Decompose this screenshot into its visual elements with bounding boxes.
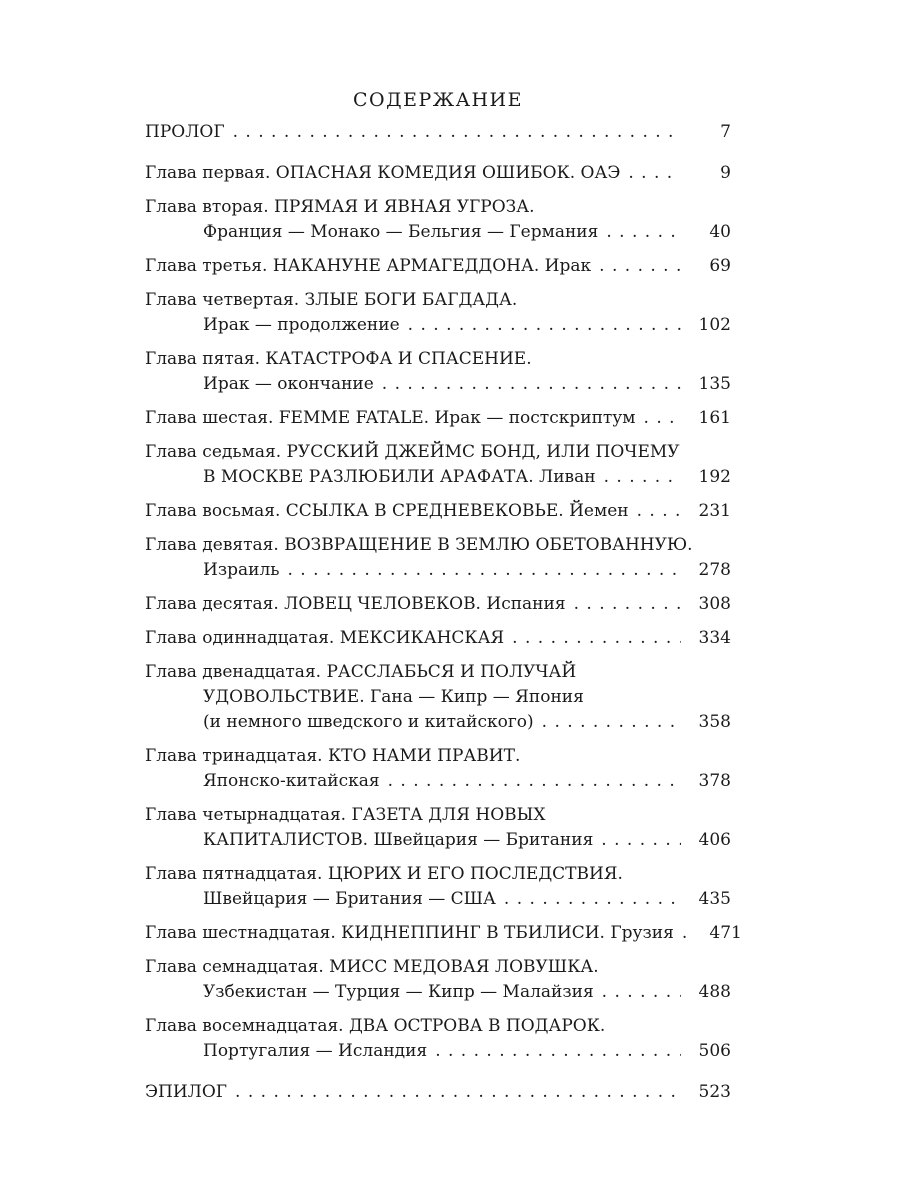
toc-entry [145, 347, 731, 397]
toc-entry [145, 499, 731, 524]
toc-entry-line [145, 195, 731, 220]
toc-entry-subtitle: В МОСКВЕ РАЗЛЮБИЛИ АРАФАТА. Ливан [203, 467, 596, 487]
toc-entry [145, 862, 731, 912]
toc-entry-subtitle: Франция — Монако — Бельгия — Германия [203, 222, 599, 242]
toc-page-number: 471 [709, 923, 742, 943]
toc-page-number: 7 [720, 122, 731, 142]
dot-leader [388, 769, 681, 794]
toc-entry-subtitle: Швейцария — Британия — США [203, 889, 496, 909]
toc-entry-line [145, 685, 731, 710]
dot-leader [235, 1080, 681, 1105]
toc-entry-line [145, 980, 731, 1005]
dot-leader [435, 1039, 681, 1064]
dot-leader [606, 220, 681, 245]
toc-entry-subtitle: КАПИТАЛИСТОВ. Швейцария — Британия [203, 830, 594, 850]
toc-page-number: 358 [698, 712, 731, 732]
toc-entry-line [145, 862, 731, 887]
toc-entry [145, 744, 731, 794]
toc-entry [145, 921, 742, 946]
dot-leader [602, 980, 681, 1005]
toc-entry-title: Глава третья. НАКАНУНЕ АРМАГЕДДОНА. Ирак [145, 256, 592, 276]
toc-entry [145, 195, 731, 245]
toc-page-number: 278 [698, 560, 731, 580]
table-of-contents [145, 120, 742, 1105]
toc-entry [145, 660, 731, 735]
toc-entry-subtitle: Португалия — Исландия [203, 1041, 428, 1061]
toc-page-number: 40 [709, 222, 731, 242]
toc-entry-title: Глава двенадцатая. РАССЛАБЬСЯ И ПОЛУЧАЙ [145, 662, 577, 682]
toc-entry [145, 1014, 731, 1064]
toc-entry-line [145, 558, 731, 583]
toc-entry-title: Глава четвертая. ЗЛЫЕ БОГИ БАГДАДА. [145, 290, 518, 310]
toc-entry [145, 440, 731, 490]
toc-page-number: 406 [698, 830, 731, 850]
dot-leader [574, 592, 681, 617]
toc-entry-line [145, 347, 731, 372]
toc-entry [145, 1080, 731, 1105]
toc-entry-subtitle: УДОВОЛЬСТВИЕ. Гана — Кипр — Япония [203, 687, 584, 707]
toc-entry [145, 161, 731, 186]
toc-entry [145, 626, 731, 651]
toc-entry-title: Глава восемнадцатая. ДВА ОСТРОВА В ПОДАРОК. [145, 1016, 606, 1036]
toc-entry-subtitle: Израиль [203, 560, 280, 580]
toc-entry-line [145, 313, 731, 338]
toc-entry-title: Глава шестнадцатая. КИДНЕППИНГ В ТБИЛИСИ. Грузия [145, 923, 674, 943]
toc-entry [145, 592, 731, 617]
dot-leader [408, 313, 681, 338]
toc-entry-line [145, 465, 731, 490]
toc-entry-line [145, 372, 731, 397]
dot-leader [233, 120, 681, 145]
toc-entry-title: ЭПИЛОГ [145, 1082, 228, 1102]
toc-page-number: 523 [698, 1082, 731, 1102]
toc-entry-title: Глава одиннадцатая. МЕКСИКАНСКАЯ [145, 628, 505, 648]
toc-page-number: 231 [698, 501, 731, 521]
toc-entry-subtitle: Ирак — продолжение [203, 315, 400, 335]
toc-entry-title: Глава первая. ОПАСНАЯ КОМЕДИЯ ОШИБОК. ОАЭ [145, 163, 621, 183]
toc-page-number: 135 [698, 374, 731, 394]
toc-entry-title: Глава вторая. ПРЯМАЯ И ЯВНАЯ УГРОЗА. [145, 197, 535, 217]
toc-entry-line [145, 955, 731, 980]
toc-entry [145, 406, 731, 431]
dot-leader [682, 921, 692, 946]
toc-entry-subtitle: Японско-китайская [203, 771, 380, 791]
toc-entry-line [145, 660, 731, 685]
dot-leader [637, 499, 681, 524]
toc-page-number: 192 [698, 467, 731, 487]
dot-leader [512, 626, 681, 651]
toc-entry [145, 533, 731, 583]
toc-page-number: 378 [698, 771, 731, 791]
toc-entry-line [145, 769, 731, 794]
dot-leader [504, 887, 681, 912]
dot-leader [599, 254, 681, 279]
toc-page-number: 506 [698, 1041, 731, 1061]
toc-entry-subtitle: (и немного шведского и китайского) [203, 712, 534, 732]
toc-title: СОДЕРЖАНИЕ [353, 89, 523, 111]
toc-entry-line [145, 887, 731, 912]
dot-leader [288, 558, 682, 583]
toc-entry-title: Глава седьмая. РУССКИЙ ДЖЕЙМС БОНД, ИЛИ ПОЧЕМУ [145, 442, 680, 462]
toc-entry-title: Глава пятая. КАТАСТРОФА И СПАСЕНИЕ. [145, 349, 532, 369]
toc-entry [145, 803, 731, 853]
toc-entry [145, 120, 731, 145]
toc-entry-title: Глава шестая. FEMME FATALE. Ирак — постскриптум [145, 408, 636, 428]
toc-entry-line [145, 288, 731, 313]
toc-entry [145, 254, 731, 279]
toc-page-number: 435 [698, 889, 731, 909]
toc-entry-line [145, 533, 731, 558]
toc-entry-title: Глава семнадцатая. МИСС МЕДОВАЯ ЛОВУШКА. [145, 957, 599, 977]
toc-entry-line [145, 803, 731, 828]
toc-page-number: 9 [720, 163, 731, 183]
toc-page-number: 308 [698, 594, 731, 614]
toc-entry-line [145, 744, 731, 769]
dot-leader [604, 465, 681, 490]
toc-entry-title: Глава тринадцатая. КТО НАМИ ПРАВИТ. [145, 746, 521, 766]
toc-entry [145, 955, 731, 1005]
toc-page-number: 69 [709, 256, 731, 276]
toc-entry-line [145, 440, 731, 465]
toc-entry-title: Глава пятнадцатая. ЦЮРИХ И ЕГО ПОСЛЕДСТВИЯ. [145, 864, 623, 884]
toc-entry-line [145, 220, 731, 245]
toc-entry-subtitle: Ирак — окончание [203, 374, 374, 394]
toc-page-number: 102 [698, 315, 731, 335]
toc-entry [145, 288, 731, 338]
toc-entry-line [145, 710, 731, 735]
dot-leader [644, 406, 681, 431]
toc-entry-line [145, 828, 731, 853]
toc-page-number: 488 [698, 982, 731, 1002]
dot-leader [542, 710, 681, 735]
dot-leader [382, 372, 681, 397]
toc-entry-title: ПРОЛОГ [145, 122, 225, 142]
toc-entry-title: Глава десятая. ЛОВЕЦ ЧЕЛОВЕКОВ. Испания [145, 594, 566, 614]
toc-entry-title: Глава восьмая. ССЫЛКА В СРЕДНЕВЕКОВЬЕ. Йемен [145, 501, 629, 521]
dot-leader [628, 161, 681, 186]
toc-entry-line [145, 1014, 731, 1039]
toc-entry-subtitle: Узбекистан — Турция — Кипр — Малайзия [203, 982, 594, 1002]
toc-entry-title: Глава четырнадцатая. ГАЗЕТА ДЛЯ НОВЫХ [145, 805, 546, 825]
toc-entry-line [145, 1039, 731, 1064]
toc-page-number: 334 [698, 628, 731, 648]
toc-page-number: 161 [698, 408, 731, 428]
toc-entry-title: Глава девятая. ВОЗВРАЩЕНИЕ В ЗЕМЛЮ ОБЕТОВАННУЮ. [145, 535, 693, 555]
dot-leader [601, 828, 681, 853]
